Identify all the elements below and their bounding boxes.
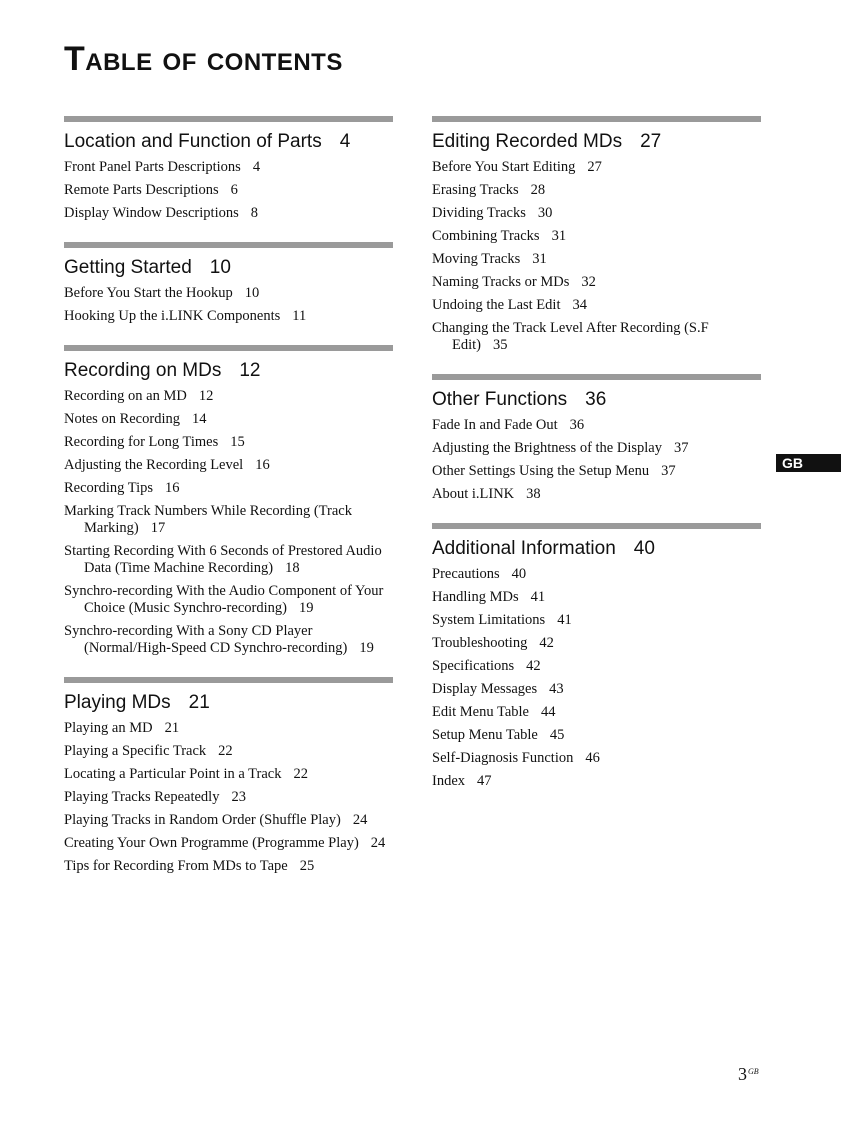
section-page-number: 4 bbox=[339, 131, 351, 152]
toc-entry[interactable] bbox=[64, 743, 393, 760]
toc-entry[interactable] bbox=[432, 159, 761, 176]
toc-entry[interactable] bbox=[64, 503, 393, 537]
page-number-value: 3 bbox=[738, 1064, 747, 1084]
toc-entry-text: Recording for Long Times bbox=[64, 434, 219, 450]
toc-entry-page: 37 bbox=[661, 463, 676, 479]
section-page-number: 12 bbox=[239, 360, 261, 381]
toc-entry-page: 42 bbox=[526, 658, 541, 674]
toc-entry[interactable] bbox=[432, 486, 761, 503]
toc-entry-page: 34 bbox=[572, 297, 587, 313]
toc-entry-page: 10 bbox=[244, 285, 260, 301]
toc-entry-text: Playing Tracks in Random Order (Shuffle Play) bbox=[64, 812, 341, 828]
toc-section bbox=[64, 116, 393, 222]
toc-section bbox=[64, 677, 393, 875]
toc-entry-text: Before You Start the Hookup bbox=[64, 285, 233, 301]
toc-entry-page: 18 bbox=[285, 560, 300, 576]
toc-entry-page: 11 bbox=[292, 308, 307, 324]
section-page-number: 27 bbox=[640, 131, 662, 152]
toc-entry[interactable] bbox=[64, 159, 393, 176]
toc-entry-page: 12 bbox=[198, 388, 214, 404]
toc-entry[interactable] bbox=[64, 812, 393, 829]
section-heading-text: Editing Recorded MDs bbox=[432, 131, 623, 152]
toc-entry[interactable] bbox=[64, 766, 393, 783]
toc-entry-page: 25 bbox=[299, 858, 315, 874]
toc-left-column bbox=[64, 116, 393, 895]
toc-entry-page: 41 bbox=[557, 612, 572, 628]
toc-entry-text: About i.LINK bbox=[432, 486, 515, 502]
toc-entry-text: Recording on an MD bbox=[64, 388, 187, 404]
toc-entry[interactable] bbox=[64, 411, 393, 428]
section-divider bbox=[64, 242, 393, 248]
section-divider bbox=[432, 523, 761, 529]
toc-entry-text: Specifications bbox=[432, 658, 515, 674]
toc-entry-text: Recording Tips bbox=[64, 480, 154, 496]
toc-entry-text: Synchro-recording With a Sony CD Player (Normal/High-Speed CD Synchro-recording) bbox=[64, 623, 348, 656]
toc-entry-text: Front Panel Parts Descriptions bbox=[64, 159, 241, 175]
toc-entry-text: Handling MDs bbox=[432, 589, 519, 605]
toc-entry[interactable] bbox=[432, 205, 761, 222]
toc-entry-text: Edit Menu Table bbox=[432, 704, 529, 720]
toc-entry-text: Notes on Recording bbox=[64, 411, 180, 427]
toc-entry-text: Changing the Track Level After Recording (S.F Edit) bbox=[432, 320, 709, 353]
toc-entry-page: 27 bbox=[587, 159, 602, 175]
toc-entry-text: Precautions bbox=[432, 566, 500, 582]
toc-entry-text: Undoing the Last Edit bbox=[432, 297, 561, 313]
toc-entry[interactable] bbox=[432, 704, 761, 721]
toc-entry[interactable] bbox=[432, 566, 761, 583]
toc-entry-text: Adjusting the Brightness of the Display bbox=[432, 440, 662, 456]
toc-entry-text: Adjusting the Recording Level bbox=[64, 457, 244, 473]
toc-entry[interactable] bbox=[432, 589, 761, 606]
toc-entry-page: 22 bbox=[218, 743, 233, 759]
toc-entry-text: Display Messages bbox=[432, 681, 538, 697]
toc-entry-page: 8 bbox=[250, 205, 258, 221]
toc-entry-page: 6 bbox=[230, 182, 238, 198]
toc-section bbox=[64, 242, 393, 325]
toc-entry[interactable] bbox=[432, 773, 761, 790]
toc-entry-text: Self-Diagnosis Function bbox=[432, 750, 574, 766]
toc-entry[interactable] bbox=[432, 297, 761, 314]
toc-entry-text: Index bbox=[432, 773, 466, 789]
language-tab: GB bbox=[776, 454, 841, 472]
toc-entry[interactable] bbox=[64, 205, 393, 222]
toc-entry-page: 4 bbox=[252, 159, 261, 175]
toc-entry-text: Display Window Descriptions bbox=[64, 205, 239, 221]
toc-entry[interactable] bbox=[432, 182, 761, 199]
section-page-number: 40 bbox=[633, 538, 655, 559]
toc-entry-page: 44 bbox=[540, 704, 556, 720]
toc-entry-page: 46 bbox=[585, 750, 600, 766]
toc-entry[interactable] bbox=[64, 457, 393, 474]
toc-entry-page: 47 bbox=[477, 773, 492, 789]
toc-entry[interactable] bbox=[432, 612, 761, 629]
toc-entry-text: Before You Start Editing bbox=[432, 159, 576, 175]
toc-entry[interactable] bbox=[64, 858, 393, 875]
toc-entry-text: System Limitations bbox=[432, 612, 546, 628]
section-heading[interactable] bbox=[432, 537, 761, 561]
section-divider bbox=[432, 374, 761, 380]
toc-entry-page: 21 bbox=[164, 720, 180, 736]
toc-entry[interactable] bbox=[64, 285, 393, 302]
toc-entry-page: 16 bbox=[255, 457, 270, 473]
toc-entry-text: Fade In and Fade Out bbox=[432, 417, 558, 433]
toc-entry-page: 31 bbox=[551, 228, 567, 244]
toc-entry-page: 22 bbox=[293, 766, 308, 782]
section-divider bbox=[432, 116, 761, 122]
toc-section bbox=[432, 374, 761, 503]
toc-entry-text: Moving Tracks bbox=[432, 251, 521, 267]
section-divider bbox=[64, 345, 393, 351]
toc-entry[interactable] bbox=[432, 417, 761, 434]
toc-entry-page: 19 bbox=[298, 600, 314, 616]
toc-entry-text: Creating Your Own Programme (Programme Play) bbox=[64, 835, 359, 851]
section-page-number: 21 bbox=[188, 692, 210, 713]
toc-entry[interactable] bbox=[64, 835, 393, 852]
toc-entry-page: 17 bbox=[150, 520, 166, 536]
toc-entry[interactable] bbox=[64, 720, 393, 737]
toc-entry[interactable] bbox=[432, 320, 761, 354]
toc-entry-text: Other Settings Using the Setup Menu bbox=[432, 463, 650, 479]
toc-entry-page: 35 bbox=[493, 337, 508, 353]
toc-entry[interactable] bbox=[64, 434, 393, 451]
toc-entry-page: 16 bbox=[165, 480, 180, 496]
toc-entry[interactable] bbox=[64, 182, 393, 199]
toc-entry-page: 14 bbox=[191, 411, 207, 427]
toc-entry-page: 15 bbox=[230, 434, 245, 450]
toc-entry-page: 24 bbox=[370, 835, 386, 851]
toc-entry[interactable] bbox=[432, 635, 761, 652]
toc-entry-page: 19 bbox=[359, 640, 374, 656]
section-heading-text: Recording on MDs bbox=[64, 360, 222, 381]
section-heading-text: Playing MDs bbox=[64, 692, 171, 713]
section-divider bbox=[64, 116, 393, 122]
toc-entry[interactable] bbox=[432, 274, 761, 291]
section-heading-text: Additional Information bbox=[432, 538, 616, 559]
toc-entry-page: 43 bbox=[549, 681, 564, 697]
toc-entry[interactable] bbox=[64, 308, 393, 325]
toc-entry-text: Combining Tracks bbox=[432, 228, 540, 244]
toc-entry[interactable] bbox=[432, 440, 761, 457]
toc-entry-page: 30 bbox=[537, 205, 553, 221]
section-page-number: 10 bbox=[209, 257, 231, 278]
section-heading[interactable] bbox=[432, 388, 761, 412]
toc-entry-page: 36 bbox=[569, 417, 585, 433]
toc-entry[interactable] bbox=[64, 623, 393, 657]
toc-entry[interactable] bbox=[64, 543, 393, 577]
section-heading[interactable] bbox=[64, 256, 393, 280]
toc-entry-text: Starting Recording With 6 Seconds of Prestored Audio Data (Time Machine Recording) bbox=[64, 543, 382, 576]
toc-section bbox=[432, 523, 761, 790]
section-heading[interactable] bbox=[64, 691, 393, 715]
toc-entry-page: 42 bbox=[539, 635, 554, 651]
toc-entry-text: Synchro-recording With the Audio Component of Your Choice (Music Synchro-recording) bbox=[64, 583, 384, 616]
toc-entry-page: 40 bbox=[511, 566, 527, 582]
toc-entry-text: Naming Tracks or MDs bbox=[432, 274, 570, 290]
toc-entry-page: 32 bbox=[581, 274, 596, 290]
toc-entry-text: Playing an MD bbox=[64, 720, 153, 736]
section-page-number: 36 bbox=[585, 389, 607, 410]
toc-entry-page: 28 bbox=[530, 182, 546, 198]
toc-entry-page: 37 bbox=[673, 440, 689, 456]
toc-entry-text: Erasing Tracks bbox=[432, 182, 519, 198]
toc-entry-page: 45 bbox=[549, 727, 565, 743]
page-number-suffix: GB bbox=[748, 1067, 759, 1076]
page-number bbox=[738, 1064, 759, 1085]
section-divider bbox=[64, 677, 393, 683]
toc-entry-text: Troubleshooting bbox=[432, 635, 528, 651]
section-heading-text: Other Functions bbox=[432, 389, 568, 410]
toc-entry[interactable] bbox=[64, 388, 393, 405]
section-heading[interactable] bbox=[64, 130, 393, 154]
toc-entry[interactable] bbox=[64, 480, 393, 497]
toc-entry-page: 41 bbox=[530, 589, 546, 605]
toc-entry[interactable] bbox=[432, 463, 761, 480]
toc-entry-text: Dividing Tracks bbox=[432, 205, 526, 221]
toc-entry[interactable] bbox=[432, 727, 761, 744]
section-heading-text: Location and Function of Parts bbox=[64, 131, 322, 152]
toc-entry[interactable] bbox=[432, 658, 761, 675]
toc-entry-text: Tips for Recording From MDs to Tape bbox=[64, 858, 288, 874]
toc-entry-page: 38 bbox=[526, 486, 541, 502]
toc-right-column bbox=[432, 116, 761, 810]
toc-entry[interactable] bbox=[64, 789, 393, 806]
toc-entry-text: Hooking Up the i.LINK Components bbox=[64, 308, 281, 324]
section-heading[interactable] bbox=[64, 359, 393, 383]
toc-section bbox=[64, 345, 393, 657]
toc-entry[interactable] bbox=[432, 750, 761, 767]
section-heading-text: Getting Started bbox=[64, 257, 192, 278]
section-heading[interactable] bbox=[432, 130, 761, 154]
toc-entry-text: Playing a Specific Track bbox=[64, 743, 207, 759]
toc-entry-text: Remote Parts Descriptions bbox=[64, 182, 219, 198]
toc-entry[interactable] bbox=[432, 681, 761, 698]
toc-section bbox=[432, 116, 761, 354]
toc-entry-page: 31 bbox=[532, 251, 547, 267]
toc-entry-page: 23 bbox=[231, 789, 246, 805]
page-title: Table of contents bbox=[64, 40, 343, 78]
toc-entry-text: Locating a Particular Point in a Track bbox=[64, 766, 282, 782]
toc-entry-page: 24 bbox=[352, 812, 368, 828]
toc-entry[interactable] bbox=[432, 228, 761, 245]
toc-entry-text: Marking Track Numbers While Recording (Track Marking) bbox=[64, 503, 352, 536]
toc-entry-text: Setup Menu Table bbox=[432, 727, 538, 743]
toc-entry[interactable] bbox=[64, 583, 393, 617]
toc-entry[interactable] bbox=[432, 251, 761, 268]
toc-entry-text: Playing Tracks Repeatedly bbox=[64, 789, 220, 805]
